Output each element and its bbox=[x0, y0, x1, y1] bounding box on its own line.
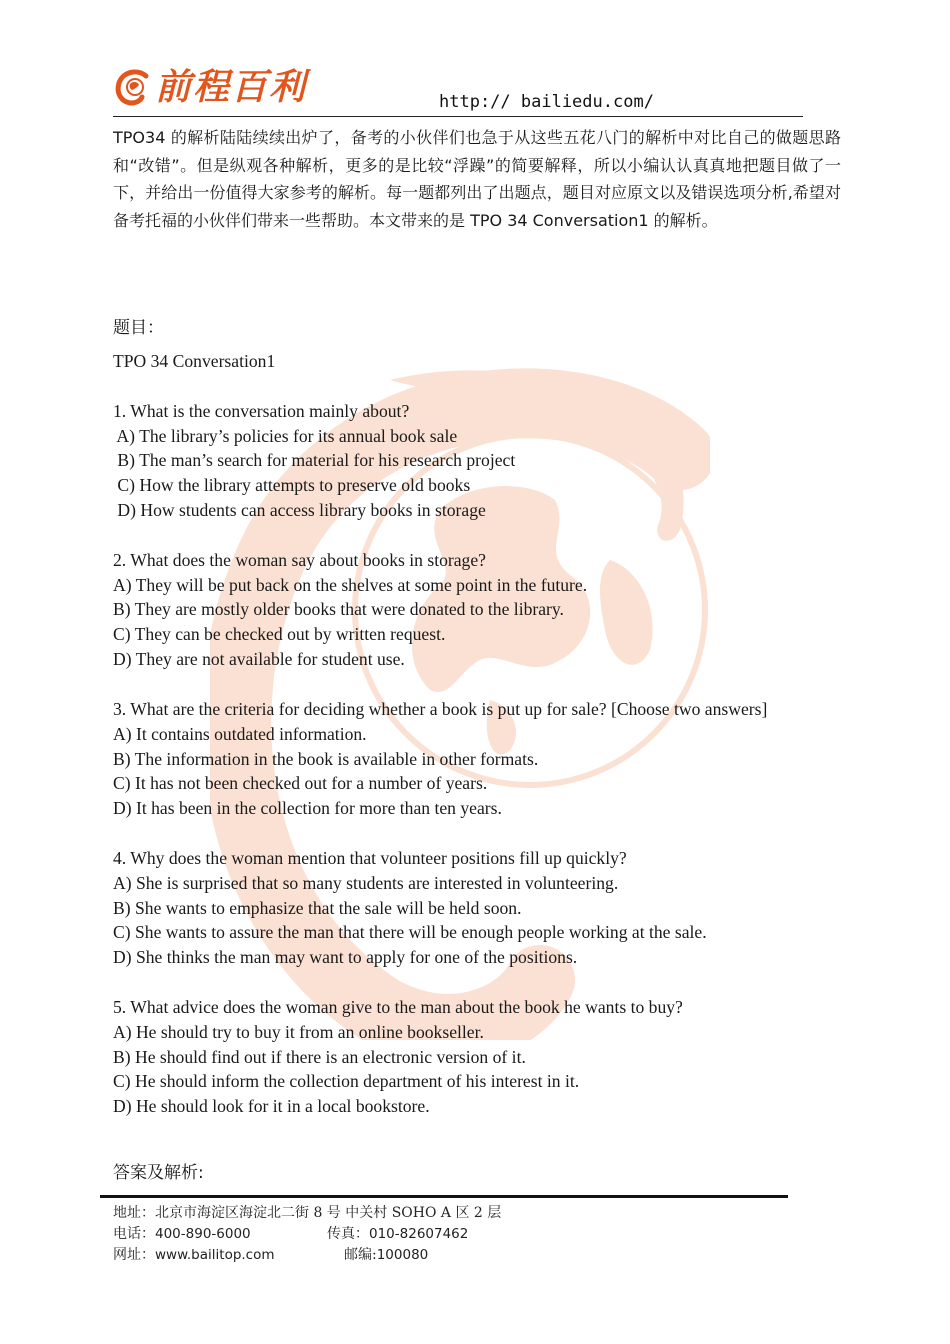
page-footer bbox=[113, 1203, 501, 1266]
question-4 bbox=[113, 846, 873, 970]
question-stem: 4. Why does the woman mention that volunteer positions fill up quickly? bbox=[113, 847, 627, 868]
brand-swirl-icon bbox=[113, 67, 153, 107]
question-2 bbox=[113, 548, 873, 672]
answer-option: C) He should inform the collection department of his interest in it. bbox=[113, 1071, 580, 1092]
question-5 bbox=[113, 995, 873, 1119]
question-stem: 5. What advice does the woman give to the man about the book he wants to buy? bbox=[113, 996, 683, 1017]
question-3 bbox=[113, 697, 873, 821]
answer-option: D) They are not available for student use. bbox=[113, 649, 405, 670]
footer-phone-fax bbox=[113, 1224, 501, 1245]
question-stem: 3. What are the criteria for deciding whether a book is put up for sale? [Choose two answers] bbox=[113, 698, 768, 719]
answer-option: B) She wants to emphasize that the sale will be held soon. bbox=[113, 897, 522, 918]
question-1 bbox=[113, 399, 873, 523]
answer-option: B) The information in the book is available in other formats. bbox=[113, 748, 539, 769]
answers-heading: 答案及解析: bbox=[113, 1163, 204, 1183]
address-value: 北京市海淀区海淀北二街 8 号 中关村 SOHO A 区 2 层 bbox=[155, 1205, 502, 1221]
question-stem: 2. What does the woman say about books in storage? bbox=[113, 549, 486, 570]
conversation-title: TPO 34 Conversation1 bbox=[113, 351, 276, 371]
brand-logo bbox=[113, 64, 307, 110]
answer-option: C) They can be checked out by written request. bbox=[113, 624, 446, 645]
answer-option: D) He should look for it in a local bookstore. bbox=[113, 1096, 430, 1117]
postcode-value: 100080 bbox=[376, 1247, 429, 1263]
footer-web-postcode bbox=[113, 1245, 501, 1266]
header-divider bbox=[113, 116, 803, 117]
answer-option: A) They will be put back on the shelves at some point in the future. bbox=[113, 574, 588, 595]
answer-option: D) It has been in the collection for more than ten years. bbox=[113, 798, 502, 819]
footer-address bbox=[113, 1203, 501, 1224]
answer-option: D) How students can access library books in storage bbox=[113, 500, 486, 521]
answer-option: B) They are mostly older books that were donated to the library. bbox=[113, 599, 564, 620]
site-url[interactable]: http:// bailiedu.com/ bbox=[439, 92, 654, 112]
answer-option: C) How the library attempts to preserve old books bbox=[113, 475, 471, 496]
address-label: 地址： bbox=[113, 1205, 155, 1221]
answer-option: B) The man’s search for material for his research project bbox=[113, 450, 516, 471]
logo-text: 前程百利 bbox=[155, 66, 308, 108]
question-list bbox=[113, 349, 873, 1144]
answer-option: C) She wants to assure the man that there will be enough people working at the sale. bbox=[113, 922, 707, 943]
fax-value: 010-82607462 bbox=[369, 1226, 469, 1242]
answer-option: B) He should find out if there is an electronic version of it. bbox=[113, 1046, 526, 1067]
answer-option: A) The library’s policies for its annual book sale bbox=[113, 425, 458, 446]
answer-option: A) It contains outdated information. bbox=[113, 723, 367, 744]
phone-value: 400-890-6000 bbox=[155, 1226, 251, 1242]
answer-option: A) She is surprised that so many students are interested in volunteering. bbox=[113, 872, 619, 893]
answer-option: A) He should try to buy it from an online bookseller. bbox=[113, 1021, 484, 1042]
answer-option: C) It has not been checked out for a number of years. bbox=[113, 773, 488, 794]
question-stem: 1. What is the conversation mainly about? bbox=[113, 400, 410, 421]
web-value[interactable]: www.bailitop.com bbox=[155, 1247, 275, 1263]
fax-label: 传真： bbox=[327, 1226, 369, 1242]
page-header bbox=[113, 64, 803, 118]
postcode-label: 邮编: bbox=[344, 1247, 377, 1263]
questions-heading: 题目： bbox=[113, 318, 164, 338]
footer-divider bbox=[100, 1195, 788, 1198]
intro-paragraph: TPO34 的解析陆陆续续出炉了，备考的小伙伴们也急于从这些五花八门的解析中对比自己的做题思路和“改错”。但是纵观各种解析，更多的是比较“浮躁”的简要解释，所以小编认认真真地把题目做了一下，并给出一份值得大家参考的解析。每一题都列出了出题点，题目对应原文以及错误选项分析,希望对备考托福的小伙伴们带来一些帮助。本文带来的是 TPO 34 Conversation1 的解析。 bbox=[113, 128, 841, 230]
web-label: 网址： bbox=[113, 1247, 155, 1263]
phone-label: 电话： bbox=[113, 1226, 155, 1242]
answer-option: D) She thinks the man may want to apply for one of the positions. bbox=[113, 947, 578, 968]
